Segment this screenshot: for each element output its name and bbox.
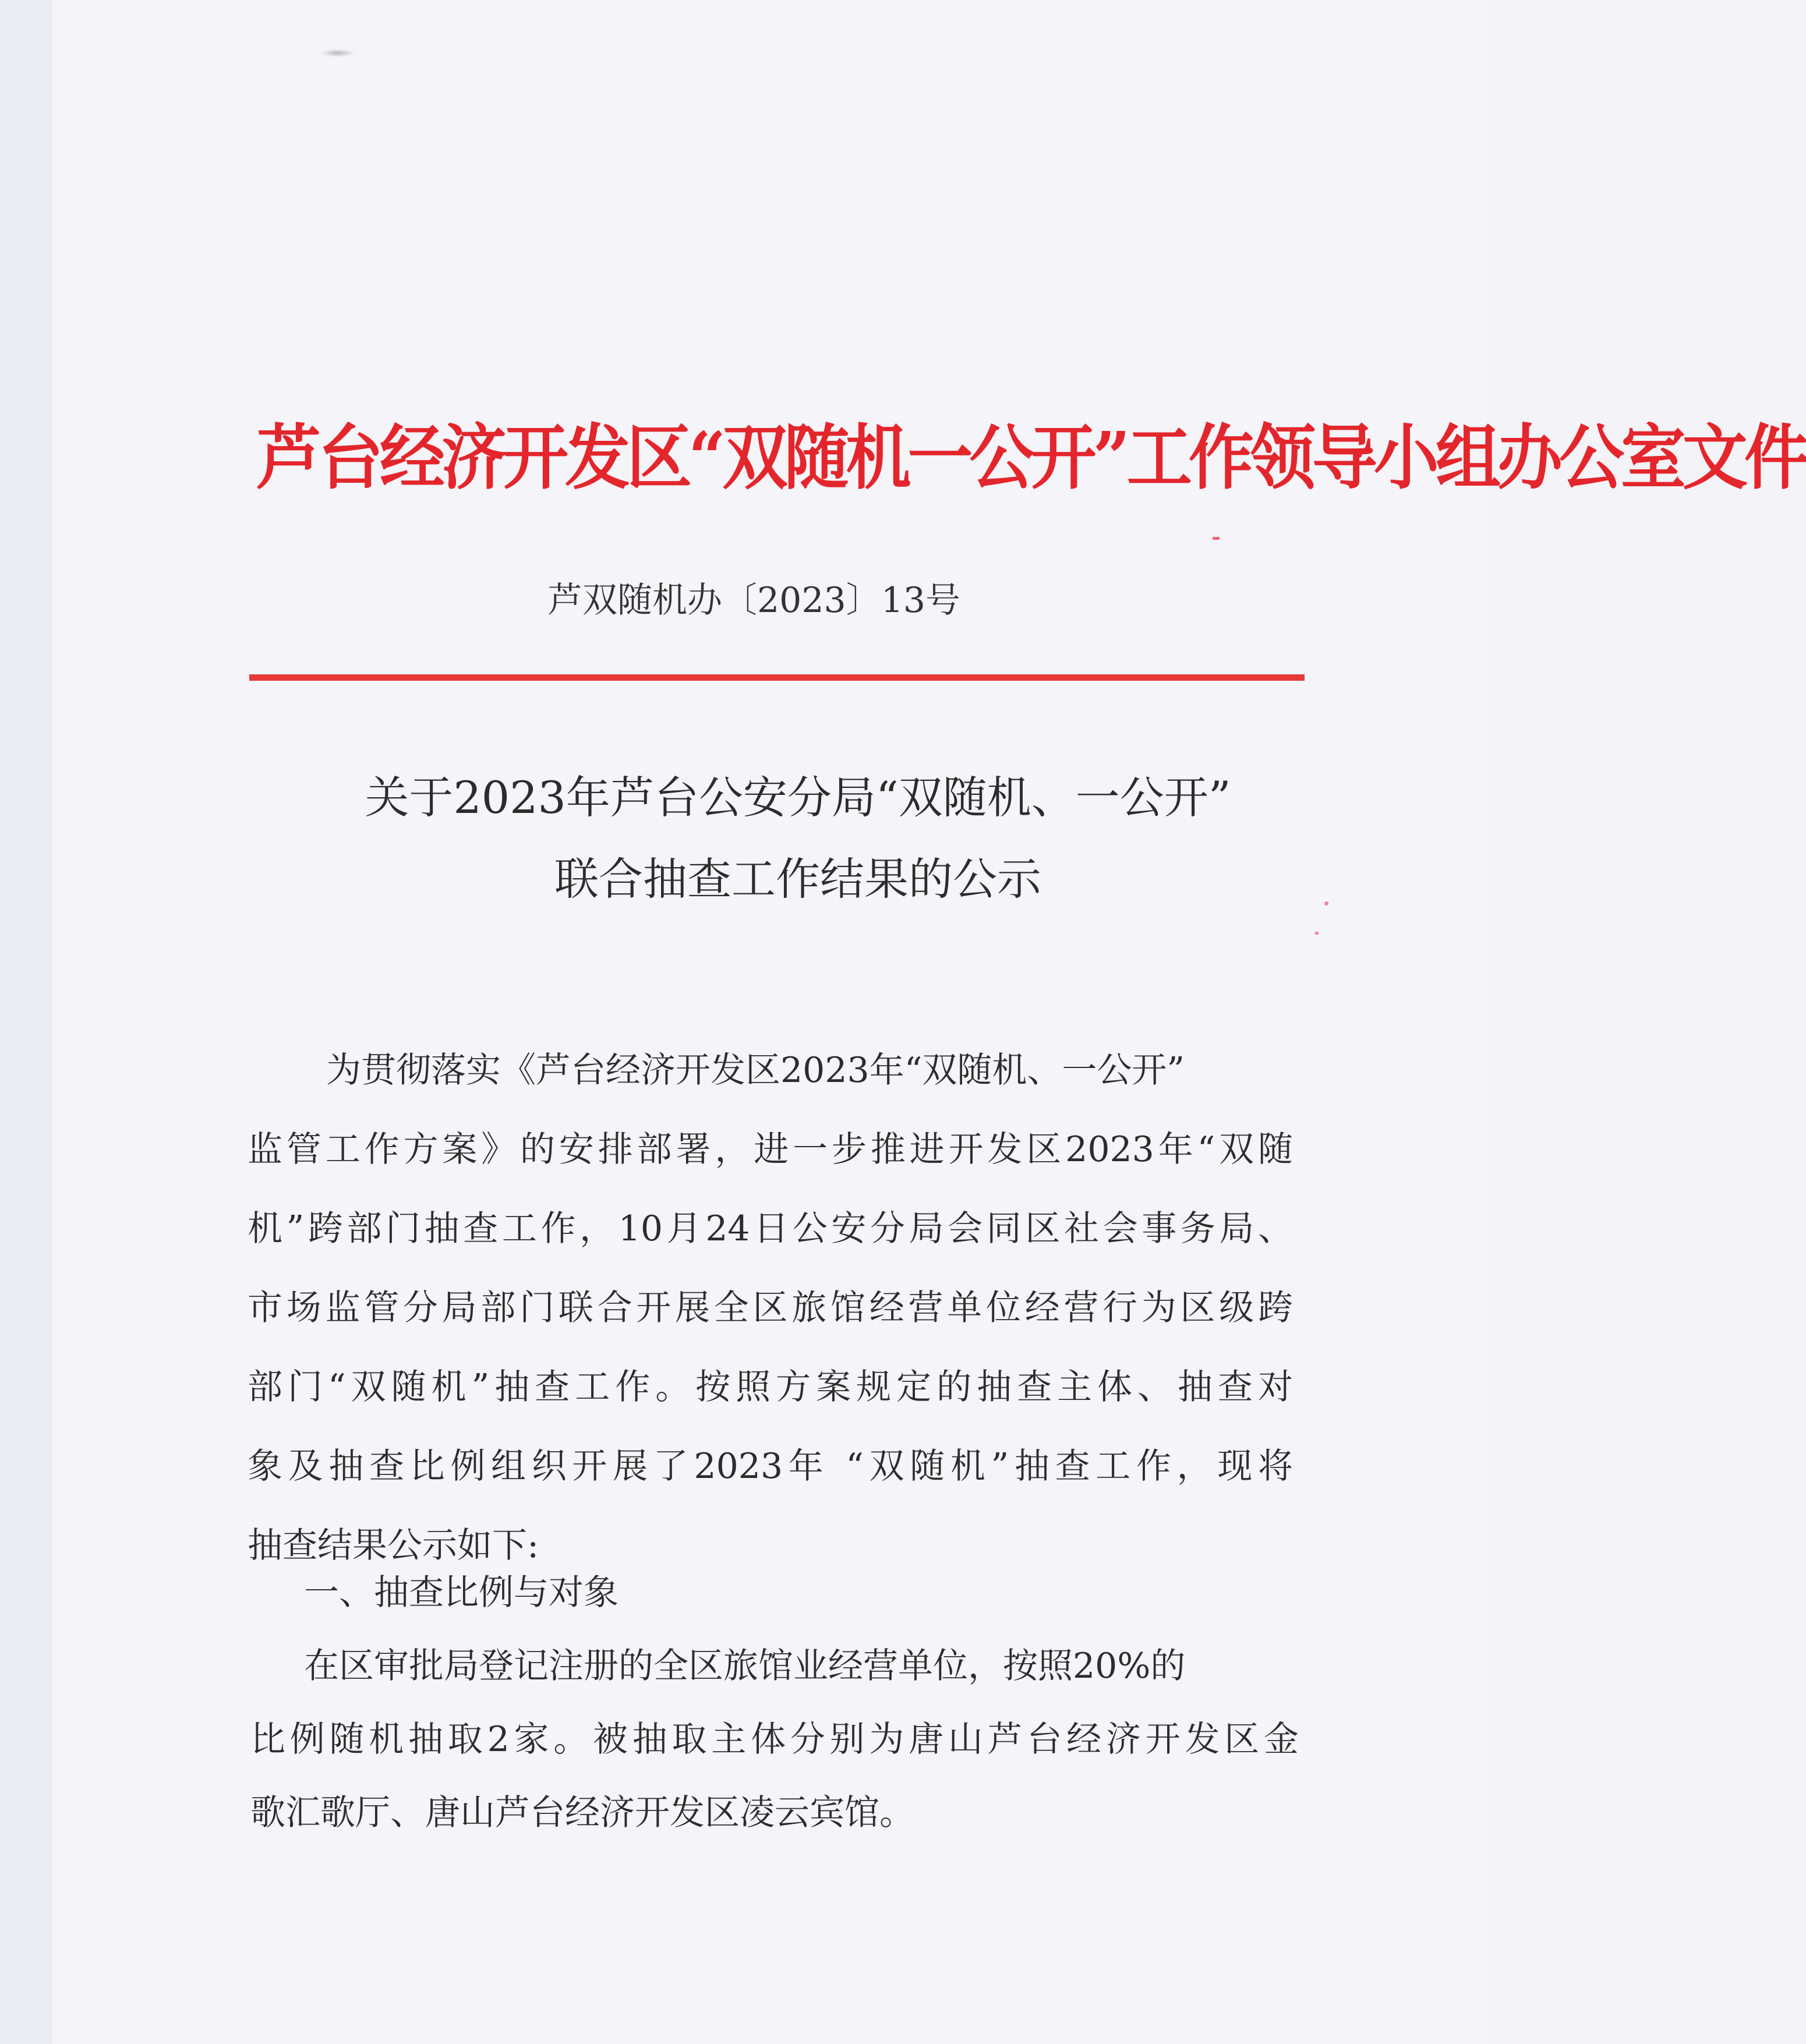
document-heading [245,757,1351,920]
section-title: 一、抽查比例与对象 [304,1572,619,1613]
heading-line-2: 联合抽查工作结果的公示 [554,853,1041,905]
red-divider-line [249,674,1305,681]
paragraph-line: 在区审批局登记注册的全区旅馆业经营单位，按照20%的 [304,1646,1186,1686]
red-header-title: 芦台经济开发区“双随机一公开”工作领导小组办公室文件 [256,416,1806,500]
section-one [250,1556,1299,1849]
paragraph-line: 比例随机抽取2家。被抽取主体分别为唐山芦台经济开发区金 [250,1719,1299,1760]
paragraph-line: 歌汇歌厅、唐山芦台经济开发区凌云宾馆。 [250,1792,914,1833]
intro-paragraph [248,1031,1293,1585]
paragraph-line: 为贯彻落实《芦台经济开发区2023年“双随机、一公开” [326,1050,1185,1091]
heading-line-1: 关于2023年芦台公安分局“双随机、一公开” [365,772,1231,823]
paragraph-line: 监管工作方案》的安排部署，进一步推进开发区2023年“双随 [248,1129,1293,1170]
paragraph-line: 市场监管分局部门联合开展全区旅馆经营单位经营行为区级跨 [248,1288,1293,1328]
scan-margin [0,0,52,2044]
red-ink-speck [1324,901,1328,906]
red-ink-speck [1315,932,1319,935]
paragraph-line: 机”跨部门抽查工作，10月24日公安分局会同区社会事务局、 [248,1208,1293,1249]
paragraph-line: 部门“双随机”抽查工作。按照方案规定的抽查主体、抽查对 [248,1367,1293,1408]
paragraph-line: 象及抽查比例组织开展了2023年 “双随机”抽查工作，现将 [248,1446,1293,1487]
scan-speck [320,49,355,57]
paragraph-line: 抽查结果公示如下: [248,1525,539,1566]
document-number: 芦双随机办〔2023〕13号 [547,580,961,621]
red-ink-speck [1213,537,1220,540]
